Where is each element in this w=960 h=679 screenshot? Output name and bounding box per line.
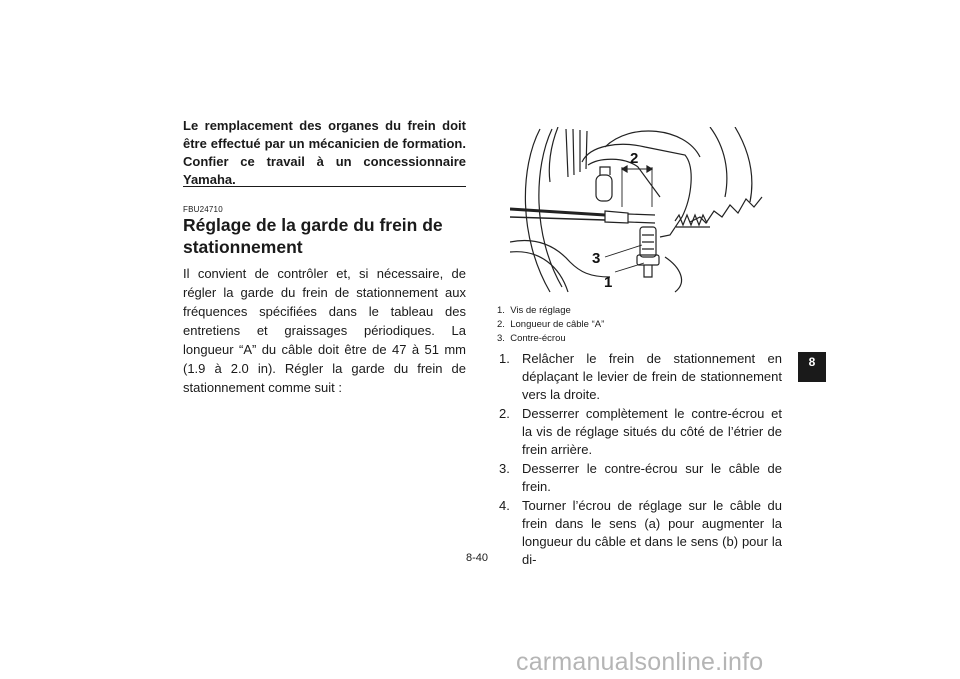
step-text: Desserrer complètement le contre-écrou et la vis de réglage situés du côté de l’étrier de frein arrière.	[522, 406, 782, 457]
brake-illustration	[510, 127, 766, 297]
caption-text: Longueur de câble “A”	[510, 319, 605, 330]
caption-number: 2.	[497, 319, 505, 330]
figure-captions	[497, 304, 604, 346]
caption-text: Vis de réglage	[510, 305, 571, 316]
step-text: Tourner l’écrou de réglage sur le câble du frein dans le sens (a) pour augmenter la longueur du câble et dans le sens (b) pour la di-	[522, 498, 782, 567]
page-number: 8-40	[466, 552, 489, 564]
caption-text: Contre-écrou	[510, 333, 566, 344]
warning-text: Le remplacement des organes du frein doit être effectué par un mécanicien de formation. Confier ce travail à un concessionnaire Yamaha.	[183, 118, 466, 187]
callout-2: 2	[630, 150, 639, 167]
step-item	[499, 350, 782, 404]
caption-item	[497, 304, 604, 318]
step-number: 2.	[499, 406, 510, 421]
caption-item	[497, 332, 604, 346]
chapter-tab: 8	[798, 352, 826, 382]
watermark: carmanualsonline.info	[516, 648, 764, 676]
step-text: Desserrer le contre-écrou sur le câble de frein.	[522, 461, 782, 494]
procedure-steps	[499, 350, 782, 570]
caption-item	[497, 318, 604, 332]
caption-number: 1.	[497, 305, 505, 316]
step-number: 3.	[499, 461, 510, 476]
body-paragraph: Il convient de contrôler et, si nécessaire, de régler la garde du frein de stationnement aux fréquences spécifiées dans le tableau des entretiens et graissages périodiques. La longueur “A” du câble doit être de 47 à 51 mm (1.9 à 2.0 in). Régler la garde du frein de stationnement comme suit :	[183, 266, 466, 395]
step-number: 1.	[499, 351, 510, 366]
callout-3: 3	[592, 250, 601, 267]
section-heading: Réglage de la garde du frein de stationnement	[183, 215, 443, 257]
section-code: FBU24710	[183, 205, 223, 214]
step-item	[499, 497, 782, 569]
step-item	[499, 460, 782, 496]
callout-1: 1	[604, 274, 613, 291]
brake-diagram-svg	[510, 127, 766, 297]
step-text: Relâcher le frein de stationnement en déplaçant le levier de frein de stationnement vers la droite.	[522, 351, 782, 402]
divider	[183, 186, 466, 187]
step-item	[499, 405, 782, 459]
caption-number: 3.	[497, 333, 505, 344]
step-number: 4.	[499, 498, 510, 513]
